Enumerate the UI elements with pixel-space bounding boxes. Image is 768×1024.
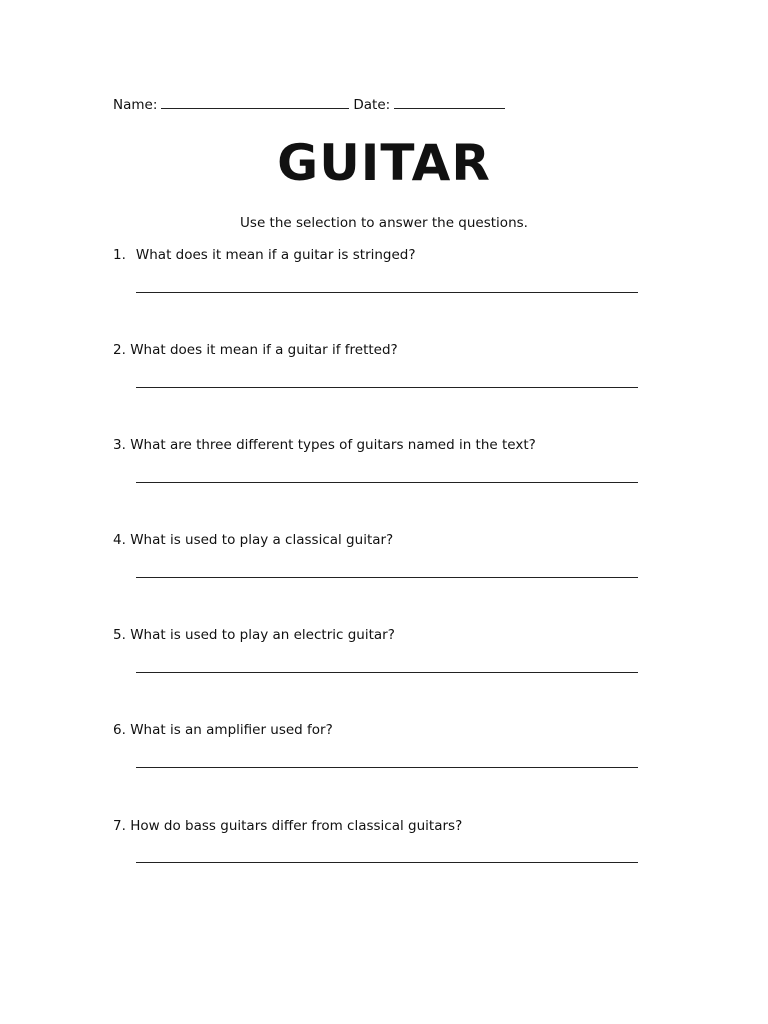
question-number: 2. xyxy=(113,342,126,358)
name-date-header xyxy=(113,94,505,114)
question-number: 1. xyxy=(113,247,126,263)
question-5 xyxy=(113,626,395,644)
question-text: What is used to play an electric guitar? xyxy=(130,627,395,643)
answer-line-6[interactable] xyxy=(136,767,638,768)
question-text: What are three different types of guitars named in the text? xyxy=(130,437,536,453)
question-text: What is used to play a classical guitar? xyxy=(130,532,394,548)
date-blank-field[interactable] xyxy=(394,94,505,109)
answer-line-4[interactable] xyxy=(136,577,638,578)
name-blank-field[interactable] xyxy=(161,94,349,109)
answer-line-7[interactable] xyxy=(136,862,638,863)
question-2 xyxy=(113,341,398,359)
question-number: 6. xyxy=(113,722,126,738)
question-number: 3. xyxy=(113,437,126,453)
answer-line-2[interactable] xyxy=(136,387,638,388)
question-text: What does it mean if a guitar is stringed? xyxy=(135,247,416,263)
answer-line-5[interactable] xyxy=(136,672,638,673)
name-label: Name: xyxy=(113,97,158,113)
question-number: 4. xyxy=(113,532,126,548)
question-1 xyxy=(113,246,416,264)
question-number: 5. xyxy=(113,627,126,643)
question-text: How do bass guitars differ from classical guitars? xyxy=(130,818,463,834)
date-label: Date: xyxy=(353,97,391,113)
answer-line-1[interactable] xyxy=(136,292,638,293)
instructions: Use the selection to answer the questions. xyxy=(240,215,528,231)
question-text: What does it mean if a guitar if fretted? xyxy=(130,342,398,358)
question-number: 7. xyxy=(113,818,126,834)
question-7 xyxy=(113,817,462,835)
question-3 xyxy=(113,436,536,454)
question-6 xyxy=(113,721,333,739)
answer-line-3[interactable] xyxy=(136,482,638,483)
question-4 xyxy=(113,531,393,549)
question-text: What is an amplifier used for? xyxy=(130,722,333,738)
page-title: GUITAR xyxy=(277,134,491,192)
